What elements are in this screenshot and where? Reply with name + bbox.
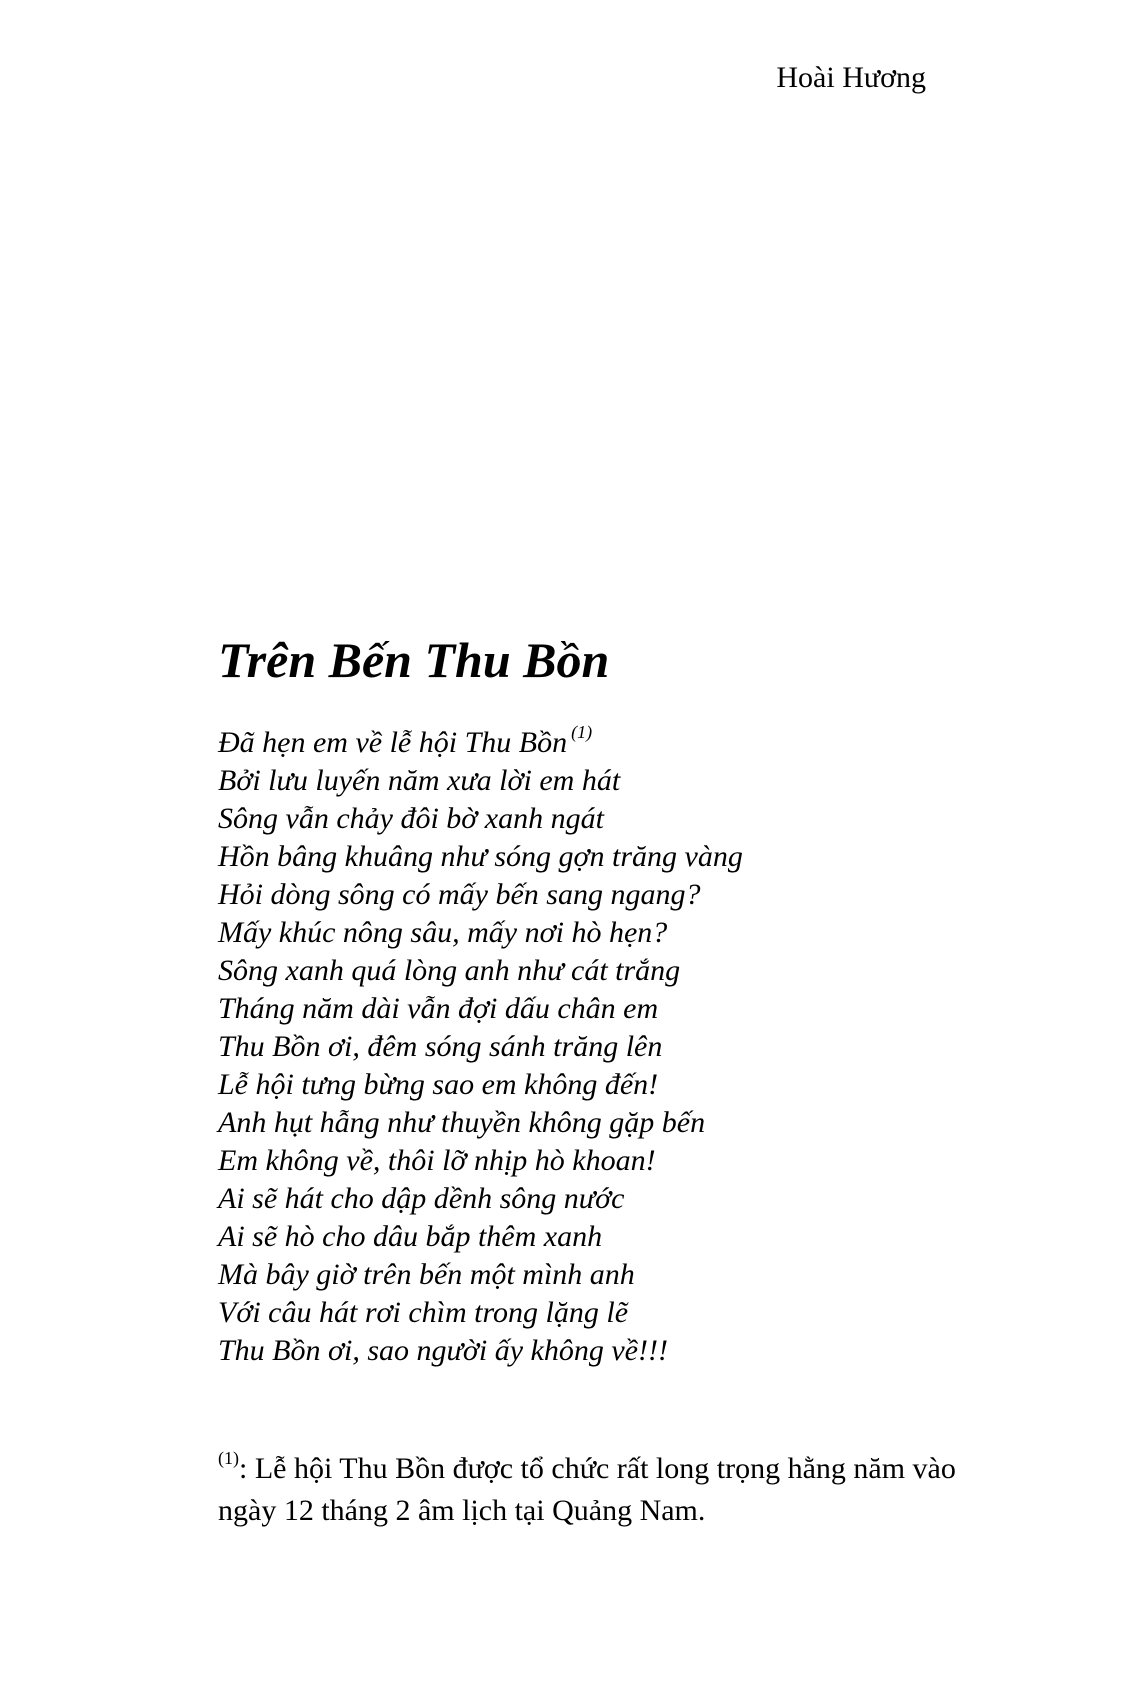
footnote-text: : Lễ hội Thu Bồn được tổ chức rất long trọng hằng năm vào ngày 12 tháng 2 âm lịch tại Quảng Nam. <box>218 1452 956 1527</box>
poem-line-8: Tháng năm dài vẫn đợi dấu chân em <box>218 992 659 1025</box>
footnote <box>218 1448 998 1532</box>
poem-line-text: Đã hẹn em về lễ hội Thu Bồn <box>218 726 568 759</box>
poem-line-3: Sông vẫn chảy đôi bờ xanh ngát <box>218 802 604 835</box>
poem-line-6: Mấy khúc nông sâu, mấy nơi hò hẹn? <box>218 916 668 949</box>
poem-line-12: Em không về, thôi lỡ nhịp hò khoan! <box>218 1144 656 1177</box>
poem-line-2: Bởi lưu luyến năm xưa lời em hát <box>218 764 621 797</box>
poem-line-13: Ai sẽ hát cho dập dềnh sông nước <box>218 1182 625 1215</box>
poem-line-16: Với câu hát rơi chìm trong lặng lẽ <box>218 1296 629 1329</box>
poem-line-11: Anh hụt hẫng như thuyền không gặp bến <box>218 1106 706 1139</box>
poem-line-9: Thu Bồn ơi, đêm sóng sánh trăng lên <box>218 1030 663 1063</box>
poem-line-1 <box>218 724 743 762</box>
poem-body <box>218 724 743 1370</box>
running-header-author: Hoài Hương <box>776 61 926 94</box>
poem-line-4: Hồn bâng khuâng như sóng gợn trăng vàng <box>218 840 743 873</box>
poem-line-7: Sông xanh quá lòng anh như cát trắng <box>218 954 681 987</box>
footnote-reference: (1) <box>571 722 593 742</box>
poem-line-15: Mà bây giờ trên bến một mình anh <box>218 1258 635 1291</box>
footnote-marker: (1) <box>218 1448 239 1468</box>
poem-line-10: Lễ hội tưng bừng sao em không đến! <box>218 1068 659 1101</box>
poem-line-17: Thu Bồn ơi, sao người ấy không về!!! <box>218 1334 668 1367</box>
poem-title: Trên Bến Thu Bồn <box>218 632 610 688</box>
poem-line-5: Hỏi dòng sông có mấy bến sang ngang? <box>218 878 701 911</box>
poem-line-14: Ai sẽ hò cho dâu bắp thêm xanh <box>218 1220 603 1253</box>
